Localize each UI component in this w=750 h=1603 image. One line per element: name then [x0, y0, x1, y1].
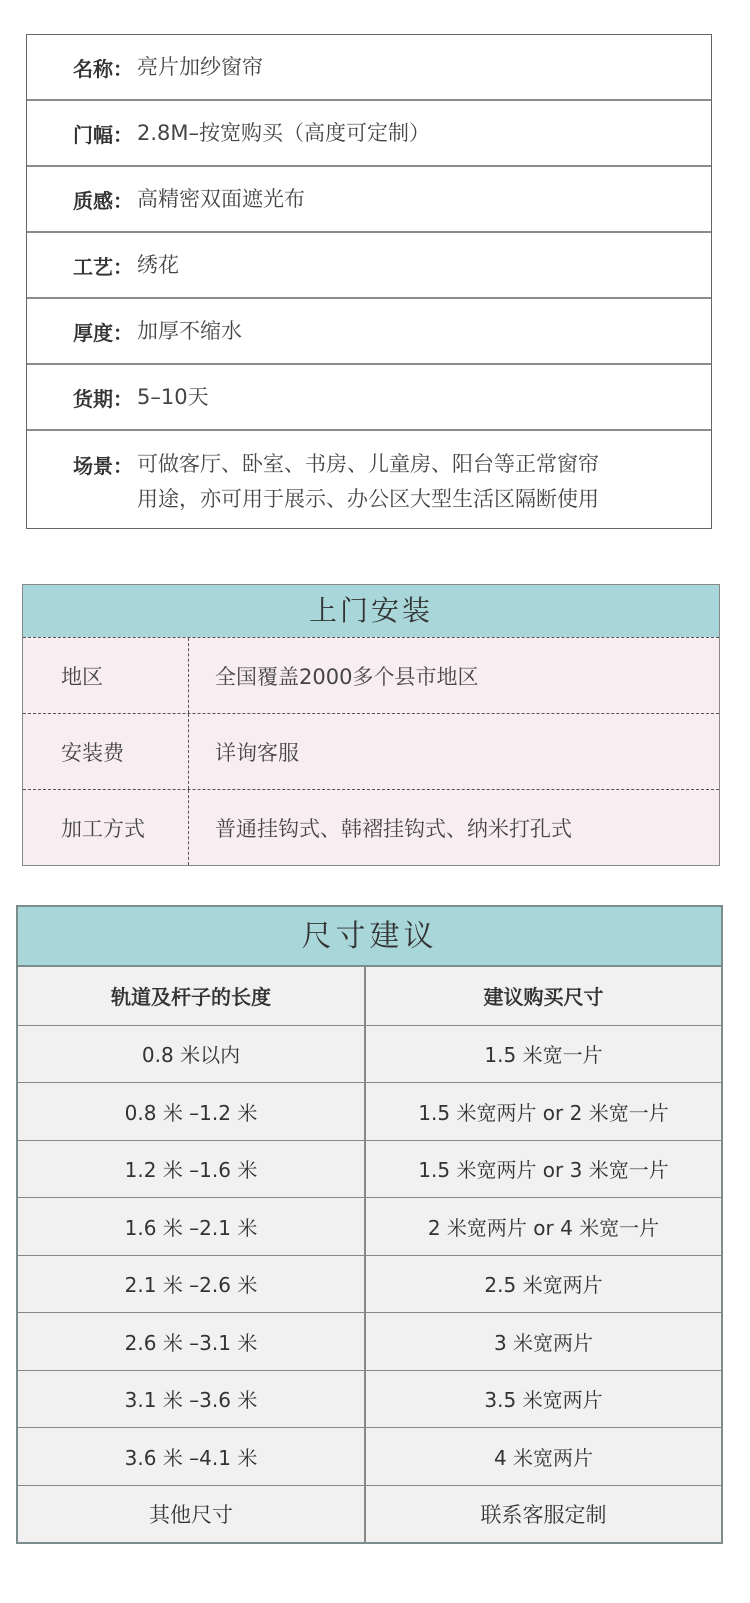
- sizes-header-right: 建议购买尺寸: [483, 985, 604, 1010]
- suggested-size-cell: 3 米宽两片: [493, 1330, 594, 1355]
- spec-value-line: 5–10天: [137, 384, 209, 409]
- install-value: 全国覆盖2000多个县市地区: [215, 664, 479, 689]
- spec-row-name: [27, 35, 711, 101]
- spec-value: [133, 380, 209, 415]
- table-row: [18, 1082, 721, 1140]
- install-key: 加工方式: [23, 790, 189, 865]
- spec-value: [133, 182, 305, 217]
- spec-value: [133, 248, 179, 283]
- sizes-header-left: 轨道及杆子的长度: [18, 967, 366, 1025]
- spec-value-line: 亮片加纱窗帘: [137, 54, 263, 79]
- spec-value-line: 绣花: [137, 252, 179, 277]
- suggested-size-cell: 2.5 米宽两片: [484, 1273, 603, 1298]
- table-row: [18, 1370, 721, 1428]
- table-row: [18, 1140, 721, 1198]
- spec-value: [133, 50, 263, 85]
- install-key: 地区: [23, 638, 189, 713]
- rail-length-cell: 1.2 米 –1.6 米: [18, 1141, 366, 1198]
- spec-value-line: 高精密双面遮光布: [137, 186, 305, 211]
- spec-row-thickness: [27, 299, 711, 365]
- rail-length-cell: 0.8 米 –1.2 米: [18, 1083, 366, 1140]
- install-key: 安装费: [23, 714, 189, 789]
- rail-length-cell: 其他尺寸: [18, 1486, 366, 1543]
- spec-key: 工艺：: [73, 254, 133, 279]
- rail-length-cell: 3.6 米 –4.1 米: [18, 1428, 366, 1485]
- install-row-region: [23, 637, 719, 713]
- spec-row-width: [27, 101, 711, 167]
- spec-value: [133, 314, 242, 349]
- spec-row-texture: [27, 167, 711, 233]
- install-row-fee: [23, 713, 719, 789]
- spec-value: [133, 116, 430, 151]
- spec-row-scene: [27, 431, 711, 528]
- suggested-size-cell: 1.5 米宽两片 or 3 米宽一片: [418, 1158, 669, 1183]
- suggested-size-cell: 1.5 米宽一片: [484, 1043, 603, 1068]
- spec-row-craft: [27, 233, 711, 299]
- suggested-size-cell: 1.5 米宽两片 or 2 米宽一片: [418, 1100, 669, 1125]
- install-value: 普通挂钩式、韩褶挂钩式、纳米打孔式: [215, 816, 572, 841]
- spec-key: 厚度：: [73, 320, 133, 345]
- spec-key: 货期：: [73, 386, 133, 411]
- table-row: [18, 1312, 721, 1370]
- table-row: [18, 1427, 721, 1485]
- install-title: 上门安装: [23, 585, 719, 637]
- install-value: 详询客服: [215, 740, 299, 765]
- suggested-size-cell: 2 米宽两片 or 4 米宽一片: [427, 1215, 660, 1240]
- sizes-title: 尺寸建议: [18, 907, 721, 967]
- rail-length-cell: 3.1 米 –3.6 米: [18, 1371, 366, 1428]
- suggested-size-cell: 3.5 米宽两片: [484, 1388, 603, 1413]
- rail-length-cell: 2.6 米 –3.1 米: [18, 1313, 366, 1370]
- spec-row-delivery: [27, 365, 711, 431]
- table-row: [18, 1025, 721, 1083]
- table-row: [18, 1197, 721, 1255]
- install-row-method: [23, 789, 719, 865]
- spec-value: [133, 447, 599, 517]
- rail-length-cell: 1.6 米 –2.1 米: [18, 1198, 366, 1255]
- spec-key: 名称：: [73, 56, 133, 81]
- spec-value-line: 2.8M–按宽购买（高度可定制）: [137, 120, 431, 145]
- spec-key: 门幅：: [73, 122, 133, 147]
- table-row: [18, 1255, 721, 1313]
- spec-value-line: 加厚不缩水: [137, 318, 242, 343]
- spec-value-line: 可做客厅、卧室、书房、儿童房、阳台等正常窗帘: [137, 452, 599, 476]
- rail-length-cell: 0.8 米以内: [18, 1026, 366, 1083]
- table-row: [18, 1485, 721, 1543]
- suggested-size-cell: 4 米宽两片: [493, 1445, 594, 1470]
- spec-key: 场景：: [73, 454, 133, 478]
- spec-value-line: 用途，亦可用于展示、办公区大型生活区隔断使用: [137, 487, 599, 511]
- install-table: [22, 584, 720, 866]
- spec-key: 质感：: [73, 188, 133, 213]
- suggested-size-cell: 联系客服定制: [480, 1502, 607, 1527]
- product-spec-table: [26, 34, 712, 529]
- rail-length-cell: 2.1 米 –2.6 米: [18, 1256, 366, 1313]
- size-suggestion-table: [16, 905, 723, 1544]
- sizes-header-row: [18, 967, 721, 1025]
